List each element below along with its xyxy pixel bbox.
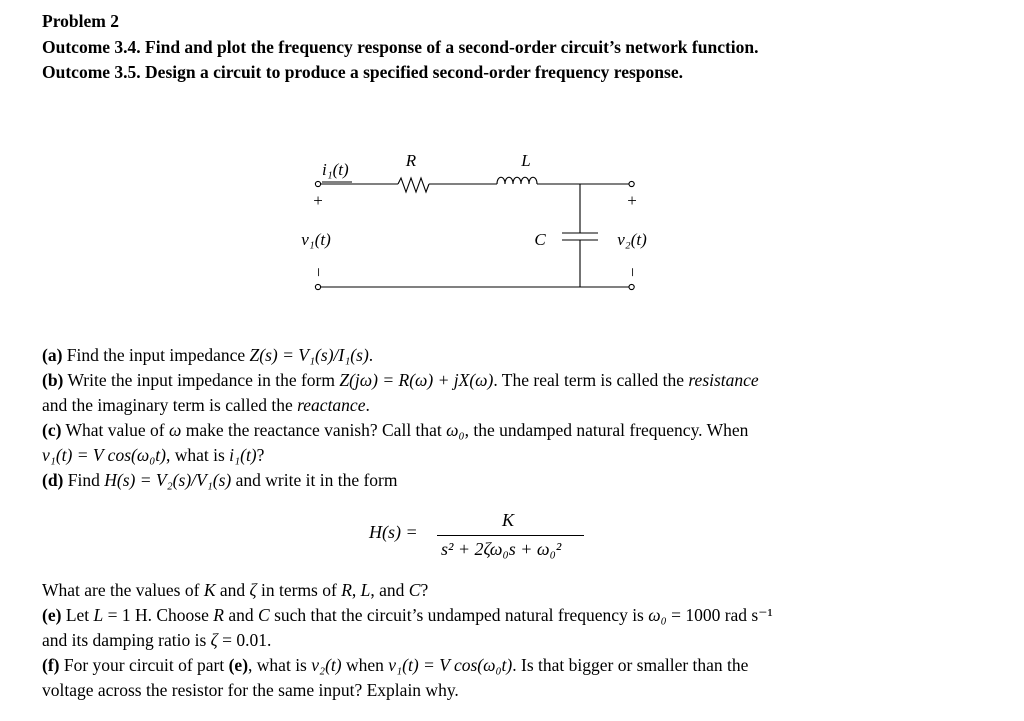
- resistor-label: R: [405, 151, 417, 170]
- inductor-label: L: [521, 151, 531, 170]
- formula-lhs: H(s) =: [369, 522, 418, 542]
- question-k-zeta: What are the values of K and ζ in terms of R, L, and C?: [42, 580, 429, 600]
- part-d: (d) Find H(s) = V₂(s)/V₁(s) and write it in the form: [42, 470, 398, 490]
- v1-minus: −: [309, 267, 328, 277]
- circuit-diagram: [0, 140, 700, 310]
- v2-label: v₂(t): [617, 230, 647, 249]
- part-b-line2: and the imaginary term is called the reactance.: [42, 395, 370, 415]
- part-f-line1: (f) For your circuit of part (e), what is v₂(t) when v₁(t) = V cos(ω₀t). Is that bigger or smaller than the: [42, 655, 749, 675]
- v2-minus: −: [623, 267, 642, 277]
- current-label-i1: i₁(t): [322, 160, 349, 179]
- outcome-3-5: Outcome 3.5. Design a circuit to produce a specified second-order frequency response.: [42, 62, 683, 82]
- part-c-line1: (c) What value of ω make the reactance vanish? Call that ω₀, the undamped natural frequency. When: [42, 420, 749, 440]
- inductor-symbol: [497, 177, 537, 184]
- formula-numerator: K: [502, 510, 515, 530]
- capacitor-label: C: [534, 230, 546, 249]
- part-c-line2: v₁(t) = V cos(ω₀t), what is i₁(t)?: [42, 445, 265, 465]
- part-e-line2: and its damping ratio is ζ = 0.01.: [42, 630, 272, 650]
- formula-denominator: s² + 2ζω₀s + ω₀²: [441, 539, 562, 559]
- resistor-symbol: [398, 178, 429, 192]
- part-e-line1: (e) Let L = 1 H. Choose R and C such that the circuit’s undamped natural frequency is ω₀ = 1000 rad s⁻¹: [42, 605, 773, 625]
- v2-plus: +: [627, 191, 637, 210]
- fraction-bar: [437, 535, 584, 536]
- part-a: (a) Find the input impedance Z(s) = V₁(s)/I₁(s).: [42, 345, 374, 365]
- v1-label: v₁(t): [301, 230, 331, 249]
- part-f-line2: voltage across the resistor for the same input? Explain why.: [42, 680, 459, 700]
- v1-plus: +: [313, 191, 323, 210]
- problem-title: Problem 2: [42, 11, 119, 31]
- outcome-3-4: Outcome 3.4. Find and plot the frequency response of a second-order circuit’s network function.: [42, 37, 759, 57]
- part-b-line1: (b) Write the input impedance in the form Z(jω) = R(ω) + jX(ω). The real term is called the resistance: [42, 370, 759, 390]
